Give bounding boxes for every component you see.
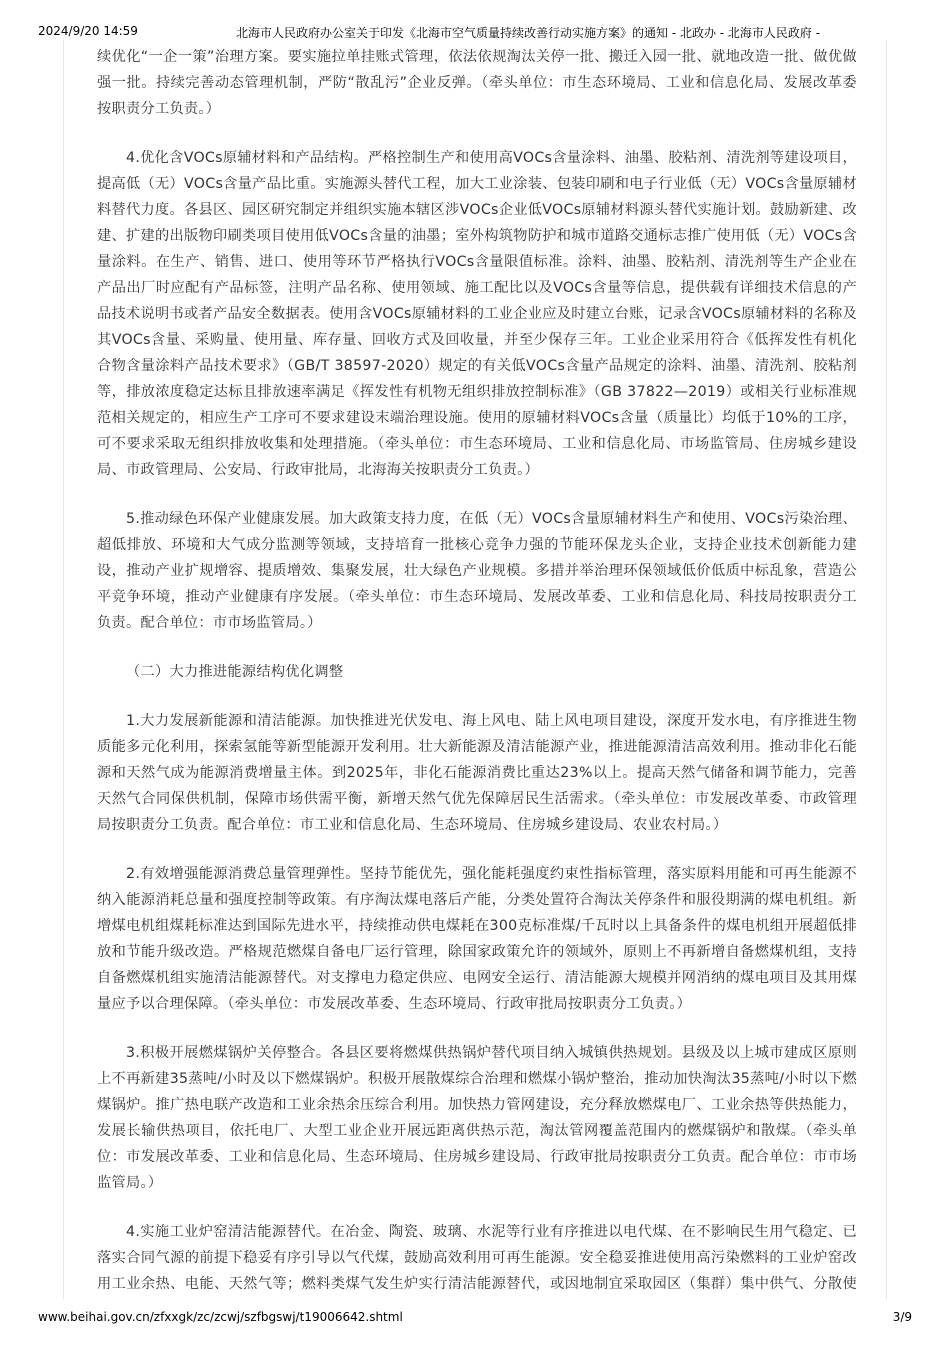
page-title: 北海市人民政府办公室关于印发《北海市空气质量持续改善行动实施方案》的通知 - 北政办 - 北海市人民政府 -	[236, 26, 821, 40]
paragraph-item-1-new-energy: 1.大力发展新能源和清洁能源。加快推进光伏发电、海上风电、陆上风电项目建设，深度开发水电，有序推进生物质能多元化利用，探索氢能等新型能源开发利用。壮大新能源及清洁能源产业，推进能源清洁高效利用。推动非化石能源和天然气成为能源消费增量主体。到2025年，非化石能源消费比重达23%以上。提高天然气储备和调节能力，完善天然气合同保供机制，保障市场供需平衡，新增天然气优先保障居民生活需求。（牵头单位：市发展改革委、市政管理局按职责分工负责。配合单位：市工业和信息化局、生态环境局、住房城乡建设局、农业农村局。）	[97, 713, 857, 833]
section-heading-energy-structure: （二）大力推进能源结构优化调整	[126, 664, 344, 680]
page-number: 3/9	[892, 1310, 912, 1324]
left-border	[63, 40, 64, 1300]
paragraph-item-3-coal-boilers: 3.积极开展燃煤锅炉关停整合。各县区要将燃煤供热锅炉替代项目纳入城镇供热规划。县级及以上城市建成区原则上不再新建35蒸吨/小时及以下燃煤锅炉。积极开展散煤综合治理和燃煤小锅炉整治，推动加快淘汰35蒸吨/小时以下燃煤锅炉。推广热电联产改造和工业余热余压综合利用。加快热力管网建设，充分释放燃煤电厂、工业余热等供热能力，发展长输供热项目，依托电厂、大型工业企业开展远距离供热示范，淘汰管网覆盖范围内的燃煤锅炉和散煤。（牵头单位：市发展改革委、工业和信息化局、生态环境局、住房城乡建设局、行政审批局按职责分工负责。配合单位：市市场监管局。）	[97, 1045, 857, 1191]
paragraph-continued: 续优化“一企一策”治理方案。要实施拉单挂账式管理，依法依规淘汰关停一批、搬迁入园一批、就地改造一批、做优做强一批。持续完善动态管理机制，严防“散乱污”企业反弹。（牵头单位：市生态环境局、工业和信息化局、发展改革委按职责分工负责。）	[97, 49, 857, 117]
paragraph-item-4-industrial-kilns: 4.实施工业炉窑清洁能源替代。在冶金、陶瓷、玻璃、水泥等行业有序推进以电代煤、在不影响民生用气稳定、已落实合同气源的前提下稳妥有序引导以气代煤，鼓励高效利用可再生能源。安全稳妥推进使用高污染燃料的工业炉窑改用工业余热、电能、天然气等；燃料类煤气发生炉实行清洁能源替代，或因地制宜采取园区（集群）集中供气、分散使	[97, 1224, 857, 1292]
paragraph-item-5-green-industry: 5.推动绿色环保产业健康发展。加大政策支持力度，在低（无）VOCs含量原辅材料生产和使用、VOCs污染治理、超低排放、环境和大气成分监测等领域，支持培育一批核心竞争力强的节能环保龙头企业，支持企业技术创新能力建设，推动产业扩规增容、提质增效、集聚发展，壮大绿色产业规模。多措并举治理环保领域低价低质中标乱象，营造公平竞争环境，推动产业健康有序发展。（牵头单位：市生态环境局、发展改革委、工业和信息化局、科技局按职责分工负责。配合单位：市市场监管局。）	[97, 511, 857, 631]
right-border	[886, 40, 887, 1300]
paragraph-item-2-energy-consumption: 2.有效增强能源消费总量管理弹性。坚持节能优先，强化能耗强度约束性指标管理，落实原料用能和可再生能源不纳入能源消耗总量和强度控制等政策。有序淘汰煤电落后产能，分类处置符合淘汰关停条件和服役期满的煤电机组。新增煤电机组煤耗标准达到国际先进水平，持续推动供电煤耗在300克标准煤/千瓦时以上具备条件的煤电机组开展超低排放和节能升级改造。严格规范燃煤自备电厂运行管理，除国家政策允许的领域外，原则上不再新增自备燃煤机组，支持自备燃煤机组实施清洁能源替代。对支撑电力稳定供应、电网安全运行、清洁能源大规模并网消纳的煤电项目及其用煤量应予以合理保障。（牵头单位：市发展改革委、生态环境局、行政审批局按职责分工负责。）	[97, 866, 857, 1012]
page-url: www.beihai.gov.cn/zfxxgk/zc/zcwj/szfbgswj/t19006642.shtml	[38, 1310, 403, 1324]
paragraph-item-4-vocs-materials: 4.优化含VOCs原辅材料和产品结构。严格控制生产和使用高VOCs含量涂料、油墨、胶粘剂、清洗剂等建设项目，提高低（无）VOCs含量产品比重。实施源头替代工程，加大工业涂装、包装印刷和电子行业低（无）VOCs含量原辅材料替代力度。各县区、园区研究制定并组织实施本辖区涉VOCs企业低VOCs原辅材料源头替代实施计划。鼓励新建、改建、扩建的出版物印刷类项目使用低VOCs含量的油墨；室外构筑物防护和城市道路交通标志推广使用低（无）VOCs含量涂料。在生产、销售、进口、使用等环节严格执行VOCs含量限值标准。涂料、油墨、胶粘剂、清洗剂等生产企业在产品出厂时应配有产品标签，注明产品名称、使用领域、施工配比以及VOCs含量等信息，提供载有详细技术信息的产品技术说明书或者产品安全数据表。使用含VOCs原辅材料的工业企业应及时建立台账，记录含VOCs原辅材料的名称及其VOCs含量、采购量、使用量、库存量、回收方式及回收量，并至少保存三年。工业企业采用符合《低挥发性有机化合物含量涂料产品技术要求》（GB/T 38597-2020）规定的有关低VOCs含量产品规定的涂料、油墨、清洗剂、胶粘剂等，排放浓度稳定达标且排放速率满足《挥发性有机物无组织排放控制标准》（GB 37822—2019）或相关行业标准规范相关规定的，相应生产工序可不要求建设末端治理设施。使用的原辅材料VOCs含量（质量比）均低于10%的工序，可不要求采取无组织排放收集和处理措施。（牵头单位：市生态环境局、工业和信息化局、市场监管局、住房城乡建设局、市政管理局、公安局、行政审批局，北海海关按职责分工负责。）	[97, 150, 857, 478]
print-datetime: 2024/9/20 14:59	[38, 24, 138, 38]
document-body	[97, 44, 857, 1300]
